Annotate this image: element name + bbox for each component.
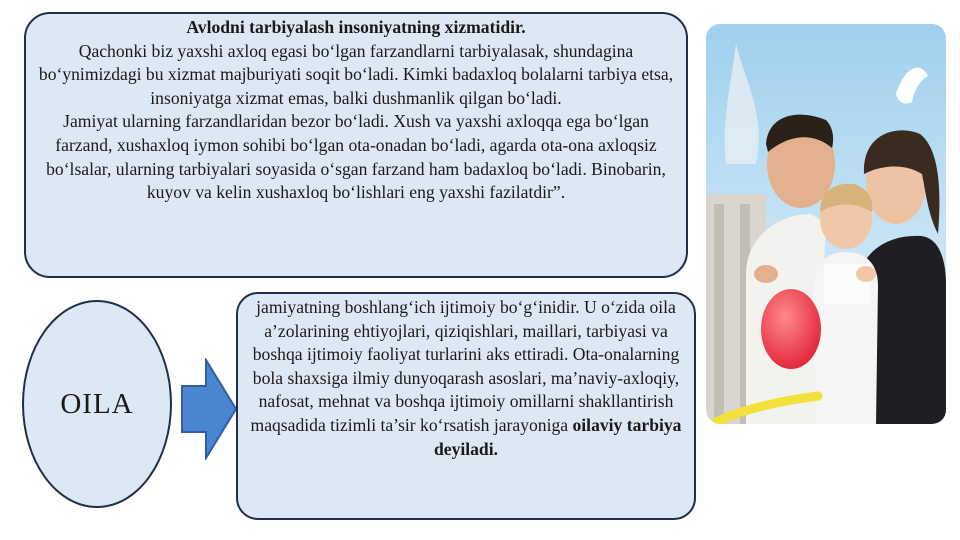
definition-text: jamiyatning boshlang‘ich ijtimoiy bo‘g‘inidir. U o‘zida oila a’zolarining ehtiyojlari, qiziqishlari, maillari, tarbiyasi va boshqa ijtimoiy faoliyat turlarini aks ettiradi. Ota-onalarning bola shaxsiga ilmiy dunyoqarash asoslari, ma’naviy-axloqiy, nafosat, mehnat va boshqa ijtimoiy omillarni shakllantirish maqsadida tizimli ta’sir ko‘rsatish jarayoniga (250, 297, 680, 435)
oila-label: OILA (60, 387, 134, 420)
box-paragraph-1: Qachonki biz yaxshi axloq egasi bo‘lgan farzandlarni tarbiyalasak, shundagina bo‘ynimizdagi bu xizmat majburiyati soqit bo‘ladi. Kimki badaxloq bolalarni tarbiya etsa, insoniyatga xizmat emas, balki dushmanlik qilgan bo‘ladi. (38, 40, 674, 108)
definition-box-top (24, 12, 688, 278)
oila-circle (22, 300, 172, 508)
definition-bold-text: oilaviy tarbiya deyiladi. (433, 414, 682, 459)
family-photo (706, 24, 946, 424)
definition-box-bottom (236, 292, 696, 520)
right-arrow-icon (180, 358, 238, 460)
box-title: Avlodni tarbiyalash insoniyatning xizmatidir. (186, 17, 526, 37)
box-paragraph-2: Jamiyat ularning farzandlaridan bezor bo‘ladi. Xush va yaxshi axloqqa ega bo‘lgan farzand, xushaxloq iymon sohibi bo‘lgan ota-onadan bo‘ladi, agarda ota-ona axloqsiz bo‘lsalar, ularning tarbiyalari soyasida o‘sgan farzand ham badaxloq bo‘ladi. Binobarin, kuyov va kelin xushaxloq bo‘lishlari eng yaxshi fazilatdir”. (46, 111, 666, 203)
